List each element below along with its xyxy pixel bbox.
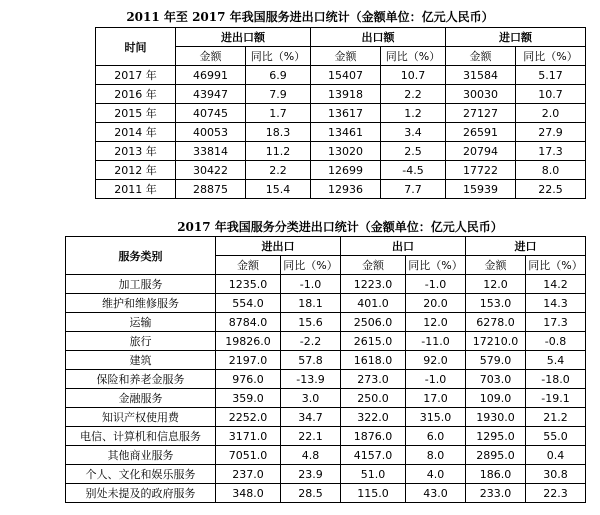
table-row [96, 180, 586, 199]
header-group-export: 出口 [341, 237, 466, 256]
row-label-cell: 知识产权使用费 [66, 408, 216, 427]
value-cell: 1930.0 [466, 408, 526, 427]
value-cell: 51.0 [341, 465, 406, 484]
value-cell: 15939 [446, 180, 516, 199]
row-label-cell: 2013 年 [96, 142, 176, 161]
table-row [66, 427, 586, 446]
table-row [66, 313, 586, 332]
header-group-import: 进口 [466, 237, 586, 256]
row-label-cell: 2011 年 [96, 180, 176, 199]
header-group-export: 出口额 [311, 28, 446, 47]
value-cell: 115.0 [341, 484, 406, 503]
value-cell: 20794 [446, 142, 516, 161]
value-cell: 5.4 [526, 351, 586, 370]
value-cell: 315.0 [406, 408, 466, 427]
row-label-cell: 个人、文化和娱乐服务 [66, 465, 216, 484]
subheader-yoy: 同比（%） [516, 47, 586, 66]
table-row [96, 85, 586, 104]
value-cell: 1.2 [381, 104, 446, 123]
table-row [66, 484, 586, 503]
value-cell: -0.8 [526, 332, 586, 351]
value-cell: 2252.0 [216, 408, 281, 427]
value-cell: 6.0 [406, 427, 466, 446]
value-cell: 30422 [176, 161, 246, 180]
value-cell: 2.2 [381, 85, 446, 104]
value-cell: -4.5 [381, 161, 446, 180]
value-cell: 55.0 [526, 427, 586, 446]
row-label-cell: 金融服务 [66, 389, 216, 408]
row-label-cell: 建筑 [66, 351, 216, 370]
value-cell: 40053 [176, 123, 246, 142]
subheader-yoy: 同比（%） [281, 256, 341, 275]
table-row [96, 66, 586, 85]
value-cell: 30030 [446, 85, 516, 104]
row-label-cell: 2012 年 [96, 161, 176, 180]
row-label-cell: 旅行 [66, 332, 216, 351]
value-cell: 2615.0 [341, 332, 406, 351]
table-row [66, 294, 586, 313]
subheader-amount: 金额 [216, 256, 281, 275]
value-cell: 7.9 [246, 85, 311, 104]
subheader-amount: 金额 [341, 256, 406, 275]
header-category: 服务类别 [66, 237, 216, 275]
value-cell: 10.7 [516, 85, 586, 104]
row-label-cell: 别处未提及的政府服务 [66, 484, 216, 503]
header-group-total: 进出口 [216, 237, 341, 256]
value-cell: 17210.0 [466, 332, 526, 351]
value-cell: 2197.0 [216, 351, 281, 370]
value-cell: 27127 [446, 104, 516, 123]
value-cell: 13918 [311, 85, 381, 104]
value-cell: 8.0 [516, 161, 586, 180]
header-time: 时间 [96, 28, 176, 66]
table1-title: 2011 年至 2017 年我国服务进出口统计（金额单位：亿元人民币） [126, 10, 494, 24]
table-row [66, 408, 586, 427]
value-cell: 26591 [446, 123, 516, 142]
subheader-amount: 金额 [176, 47, 246, 66]
value-cell: 46991 [176, 66, 246, 85]
value-cell: 92.0 [406, 351, 466, 370]
value-cell: 14.2 [526, 275, 586, 294]
value-cell: 359.0 [216, 389, 281, 408]
subheader-amount: 金额 [311, 47, 381, 66]
value-cell: 1618.0 [341, 351, 406, 370]
subheader-amount: 金额 [466, 256, 526, 275]
value-cell: 22.3 [526, 484, 586, 503]
value-cell: 0.4 [526, 446, 586, 465]
table-row [96, 142, 586, 161]
value-cell: 3171.0 [216, 427, 281, 446]
value-cell: 153.0 [466, 294, 526, 313]
value-cell: -19.1 [526, 389, 586, 408]
value-cell: 237.0 [216, 465, 281, 484]
value-cell: 3.4 [381, 123, 446, 142]
header-group-total: 进出口额 [176, 28, 311, 47]
header-group-import: 进口额 [446, 28, 586, 47]
value-cell: -1.0 [406, 275, 466, 294]
value-cell: 6278.0 [466, 313, 526, 332]
value-cell: 18.1 [281, 294, 341, 313]
value-cell: 233.0 [466, 484, 526, 503]
table-row [66, 389, 586, 408]
value-cell: 2895.0 [466, 446, 526, 465]
value-cell: 1876.0 [341, 427, 406, 446]
value-cell: 40745 [176, 104, 246, 123]
value-cell: 14.3 [526, 294, 586, 313]
value-cell: 8.0 [406, 446, 466, 465]
value-cell: 12699 [311, 161, 381, 180]
value-cell: 250.0 [341, 389, 406, 408]
value-cell: 28.5 [281, 484, 341, 503]
value-cell: 30.8 [526, 465, 586, 484]
row-label-cell: 2015 年 [96, 104, 176, 123]
value-cell: 1223.0 [341, 275, 406, 294]
value-cell: 5.17 [516, 66, 586, 85]
value-cell: 11.2 [246, 142, 311, 161]
value-cell: 322.0 [341, 408, 406, 427]
table2-title: 2017 年我国服务分类进出口统计（金额单位：亿元人民币） [177, 220, 503, 234]
row-label-cell: 2017 年 [96, 66, 176, 85]
value-cell: 4157.0 [341, 446, 406, 465]
subheader-yoy: 同比（%） [381, 47, 446, 66]
value-cell: 43.0 [406, 484, 466, 503]
row-label-cell: 电信、计算机和信息服务 [66, 427, 216, 446]
value-cell: 703.0 [466, 370, 526, 389]
value-cell: 33814 [176, 142, 246, 161]
value-cell: 4.8 [281, 446, 341, 465]
value-cell: 13020 [311, 142, 381, 161]
value-cell: 10.7 [381, 66, 446, 85]
value-cell: 57.8 [281, 351, 341, 370]
value-cell: 579.0 [466, 351, 526, 370]
value-cell: 15407 [311, 66, 381, 85]
value-cell: 34.7 [281, 408, 341, 427]
value-cell: 109.0 [466, 389, 526, 408]
services-trade-category-table [65, 236, 586, 503]
value-cell: 12.0 [406, 313, 466, 332]
value-cell: 18.3 [246, 123, 311, 142]
table-row [66, 351, 586, 370]
services-trade-yearly-table [95, 27, 586, 199]
value-cell: 22.1 [281, 427, 341, 446]
table-row [66, 275, 586, 294]
value-cell: -13.9 [281, 370, 341, 389]
value-cell: 1235.0 [216, 275, 281, 294]
value-cell: 15.4 [246, 180, 311, 199]
table2-body [66, 275, 586, 503]
value-cell: 6.9 [246, 66, 311, 85]
value-cell: -18.0 [526, 370, 586, 389]
value-cell: -2.2 [281, 332, 341, 351]
table-row [96, 161, 586, 180]
value-cell: 13617 [311, 104, 381, 123]
row-label-cell: 保险和养老金服务 [66, 370, 216, 389]
row-label-cell: 2016 年 [96, 85, 176, 104]
value-cell: 28875 [176, 180, 246, 199]
value-cell: 12936 [311, 180, 381, 199]
value-cell: 7051.0 [216, 446, 281, 465]
subheader-yoy: 同比（%） [406, 256, 466, 275]
value-cell: 2.2 [246, 161, 311, 180]
value-cell: 1295.0 [466, 427, 526, 446]
value-cell: -11.0 [406, 332, 466, 351]
value-cell: 17.0 [406, 389, 466, 408]
value-cell: 976.0 [216, 370, 281, 389]
value-cell: 17.3 [516, 142, 586, 161]
value-cell: 20.0 [406, 294, 466, 313]
value-cell: 7.7 [381, 180, 446, 199]
row-label-cell: 加工服务 [66, 275, 216, 294]
value-cell: 23.9 [281, 465, 341, 484]
value-cell: 17.3 [526, 313, 586, 332]
value-cell: 22.5 [516, 180, 586, 199]
table-row [66, 332, 586, 351]
subheader-yoy: 同比（%） [526, 256, 586, 275]
value-cell: 554.0 [216, 294, 281, 313]
value-cell: 12.0 [466, 275, 526, 294]
value-cell: 3.0 [281, 389, 341, 408]
value-cell: 8784.0 [216, 313, 281, 332]
row-label-cell: 维护和维修服务 [66, 294, 216, 313]
row-label-cell: 其他商业服务 [66, 446, 216, 465]
table-row [66, 465, 586, 484]
table1-body [96, 66, 586, 199]
table-row [96, 104, 586, 123]
value-cell: 27.9 [516, 123, 586, 142]
value-cell: 13461 [311, 123, 381, 142]
row-label-cell: 2014 年 [96, 123, 176, 142]
subheader-yoy: 同比（%） [246, 47, 311, 66]
value-cell: -1.0 [406, 370, 466, 389]
value-cell: 19826.0 [216, 332, 281, 351]
value-cell: 43947 [176, 85, 246, 104]
subheader-amount: 金额 [446, 47, 516, 66]
value-cell: 15.6 [281, 313, 341, 332]
table-row [96, 123, 586, 142]
value-cell: 348.0 [216, 484, 281, 503]
value-cell: 401.0 [341, 294, 406, 313]
value-cell: 2.0 [516, 104, 586, 123]
table-row [66, 370, 586, 389]
value-cell: 2506.0 [341, 313, 406, 332]
row-label-cell: 运输 [66, 313, 216, 332]
value-cell: 1.7 [246, 104, 311, 123]
value-cell: 31584 [446, 66, 516, 85]
value-cell: 21.2 [526, 408, 586, 427]
value-cell: 17722 [446, 161, 516, 180]
value-cell: 2.5 [381, 142, 446, 161]
table-row [66, 446, 586, 465]
value-cell: -1.0 [281, 275, 341, 294]
value-cell: 186.0 [466, 465, 526, 484]
value-cell: 273.0 [341, 370, 406, 389]
value-cell: 4.0 [406, 465, 466, 484]
